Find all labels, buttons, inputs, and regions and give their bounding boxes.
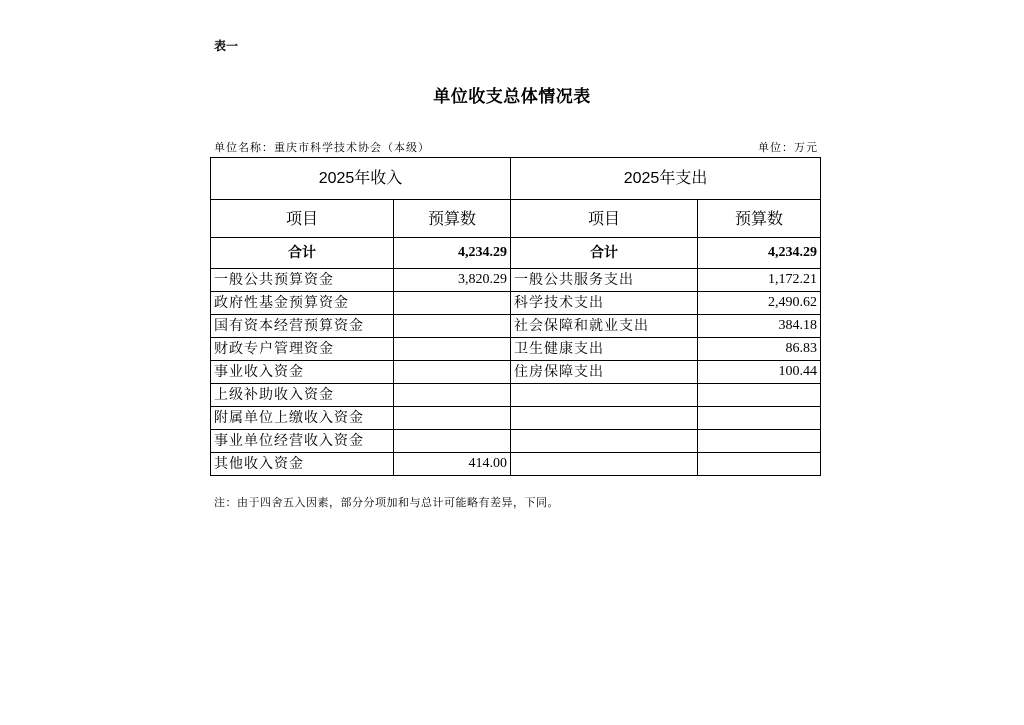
table-column-header-row xyxy=(211,200,821,238)
table-row xyxy=(211,338,821,361)
income-section-header: 2025年收入 xyxy=(211,158,511,200)
income-item: 国有资本经营预算资金 xyxy=(211,315,394,338)
income-item: 其他收入资金 xyxy=(211,453,394,476)
income-value xyxy=(394,384,511,407)
income-item: 附属单位上缴收入资金 xyxy=(211,407,394,430)
footnote: 注：由于四舍五入因素，部分分项加和与总计可能略有差异，下同。 xyxy=(214,496,559,509)
expense-total-value: 4,234.29 xyxy=(698,238,821,269)
expense-value xyxy=(698,453,821,476)
currency-unit-label: 单位：万元 xyxy=(758,141,818,154)
expense-value: 86.83 xyxy=(698,338,821,361)
expense-value xyxy=(698,407,821,430)
income-item: 事业收入资金 xyxy=(211,361,394,384)
table-row xyxy=(211,315,821,338)
income-item: 一般公共预算资金 xyxy=(211,269,394,292)
budget-summary-table xyxy=(210,157,821,476)
table-row xyxy=(211,453,821,476)
income-value xyxy=(394,361,511,384)
income-total-label: 合计 xyxy=(211,238,394,269)
total-row xyxy=(211,238,821,269)
expense-value: 2,490.62 xyxy=(698,292,821,315)
expense-item: 卫生健康支出 xyxy=(511,338,698,361)
income-item: 上级补助收入资金 xyxy=(211,384,394,407)
income-value xyxy=(394,430,511,453)
expense-value xyxy=(698,430,821,453)
expense-value xyxy=(698,384,821,407)
expense-item: 一般公共服务支出 xyxy=(511,269,698,292)
expense-item xyxy=(511,384,698,407)
income-budget-column-header: 预算数 xyxy=(394,200,511,238)
income-value xyxy=(394,338,511,361)
expense-budget-column-header: 预算数 xyxy=(698,200,821,238)
table-row xyxy=(211,292,821,315)
table-section-header-row xyxy=(211,158,821,200)
table-row xyxy=(211,430,821,453)
table-number: 表一 xyxy=(214,39,239,53)
expense-item-column-header: 项目 xyxy=(511,200,698,238)
expense-item xyxy=(511,430,698,453)
income-item: 财政专户管理资金 xyxy=(211,338,394,361)
income-value xyxy=(394,292,511,315)
expense-value: 384.18 xyxy=(698,315,821,338)
expense-item: 住房保障支出 xyxy=(511,361,698,384)
expense-item xyxy=(511,453,698,476)
expense-item: 科学技术支出 xyxy=(511,292,698,315)
document-title: 单位收支总体情况表 xyxy=(433,87,591,107)
expense-item: 社会保障和就业支出 xyxy=(511,315,698,338)
income-value: 414.00 xyxy=(394,453,511,476)
income-total-value: 4,234.29 xyxy=(394,238,511,269)
expense-section-header: 2025年支出 xyxy=(511,158,821,200)
income-item: 政府性基金预算资金 xyxy=(211,292,394,315)
table-row xyxy=(211,269,821,292)
table-row xyxy=(211,407,821,430)
expense-total-label: 合计 xyxy=(511,238,698,269)
expense-item xyxy=(511,407,698,430)
income-value xyxy=(394,315,511,338)
income-value: 3,820.29 xyxy=(394,269,511,292)
expense-value: 100.44 xyxy=(698,361,821,384)
income-item: 事业单位经营收入资金 xyxy=(211,430,394,453)
expense-value: 1,172.21 xyxy=(698,269,821,292)
income-value xyxy=(394,407,511,430)
income-item-column-header: 项目 xyxy=(211,200,394,238)
table-row xyxy=(211,384,821,407)
table-row xyxy=(211,361,821,384)
unit-name-label: 单位名称：重庆市科学技术协会（本级） xyxy=(214,141,430,154)
